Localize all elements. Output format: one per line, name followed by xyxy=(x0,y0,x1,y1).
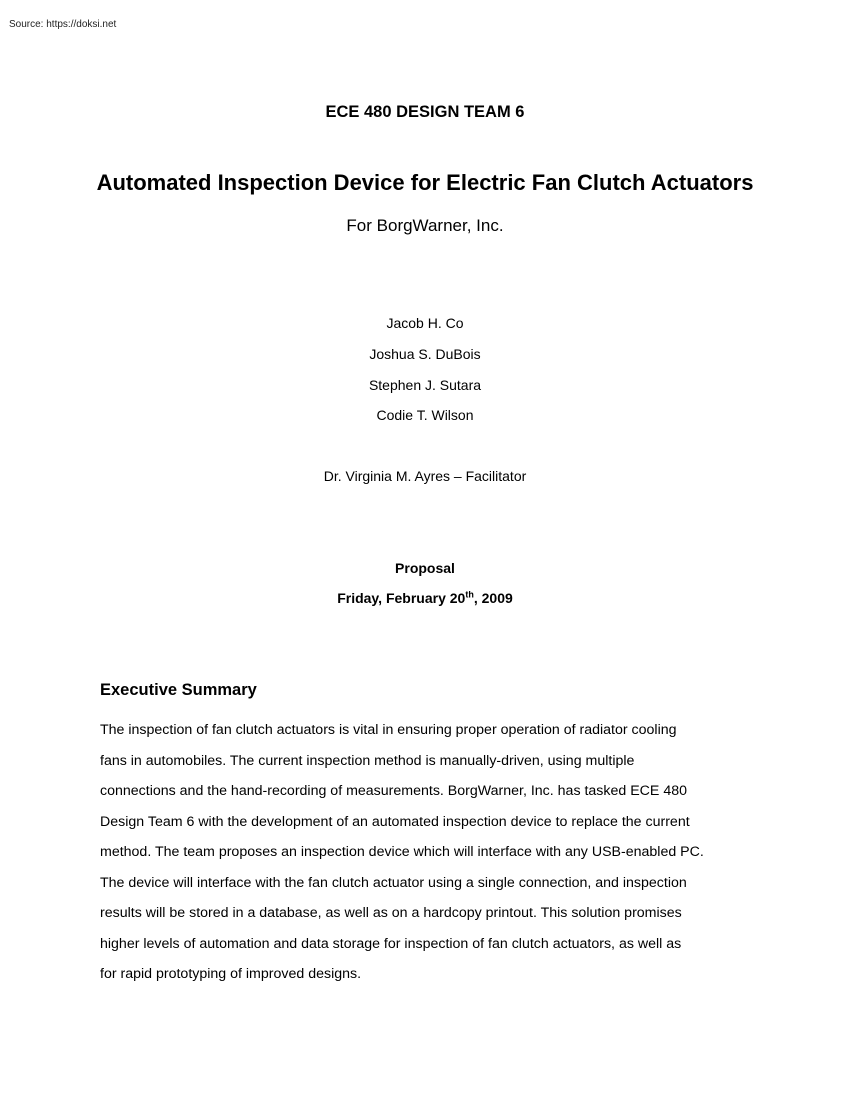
team-heading: ECE 480 DESIGN TEAM 6 xyxy=(325,103,525,121)
summary-line: The inspection of fan clutch actuators is vital in ensuring proper operation of radiator cooling xyxy=(100,722,677,738)
date-main: Friday, February 20 xyxy=(337,590,466,606)
author-name: Joshua S. DuBois xyxy=(369,346,481,362)
author-name: Stephen J. Sutara xyxy=(368,377,482,393)
facilitator: Dr. Virginia M. Ayres – Facilitator xyxy=(323,468,527,484)
proposal-label: Proposal xyxy=(395,560,455,576)
summary-line: higher levels of automation and data storage for inspection of fan clutch actuators, as well as xyxy=(100,935,682,952)
proposal-date xyxy=(0,590,850,606)
author-name: Jacob H. Co xyxy=(386,315,464,331)
source-label: Source: https://doksi.net xyxy=(9,19,117,30)
date-year: , 2009 xyxy=(473,590,513,606)
document-subtitle: For BorgWarner, Inc. xyxy=(346,216,504,235)
author-name: Codie T. Wilson xyxy=(376,407,474,423)
summary-line: method. The team proposes an inspection device which will interface with any USB-enabled PC. xyxy=(100,844,704,860)
document-title: Automated Inspection Device for Electric Fan Clutch Actuators xyxy=(96,170,754,195)
summary-line: results will be stored in a database, as well as on a hardcopy printout. This solution promises xyxy=(100,905,682,921)
executive-summary-body xyxy=(100,715,760,990)
summary-line: for rapid prototyping of improved designs. xyxy=(100,966,362,982)
date-ordinal-suffix: th xyxy=(465,589,474,600)
executive-summary-heading: Executive Summary xyxy=(100,681,257,699)
summary-line: Design Team 6 with the development of an automated inspection device to replace the current xyxy=(100,813,690,830)
summary-line: The device will interface with the fan clutch actuator using a single connection, and inspection xyxy=(100,874,687,891)
summary-line: fans in automobiles. The current inspection method is manually-driven, using multiple xyxy=(100,752,635,769)
summary-line: connections and the hand-recording of measurements. BorgWarner, Inc. has tasked ECE 480 xyxy=(100,783,688,799)
